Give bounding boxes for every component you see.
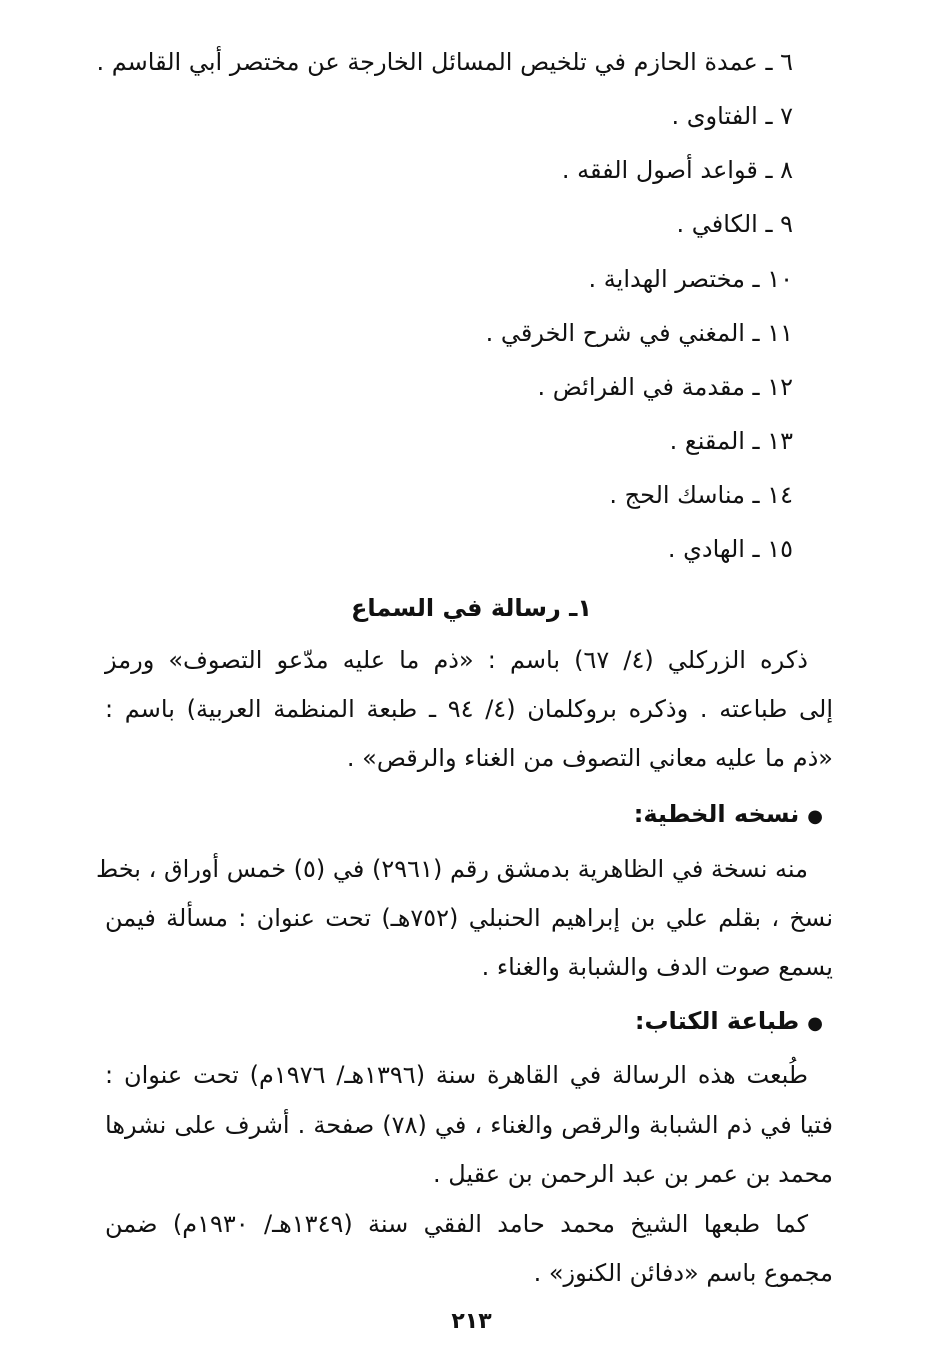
- list-item: ١٥ ـ الهادي .: [667, 535, 793, 563]
- paragraph-line: نسخ ، بقلم علي بن إبراهيم الحنبلي (٧٥٢هـ) تحت عنوان : مسألة فيمن: [105, 904, 833, 932]
- subheading-manuscripts: [634, 794, 823, 837]
- list-item: ٦ ـ عمدة الحازم في تلخيص المسائل الخارجة عن مختصر أبي القاسم .: [96, 48, 793, 76]
- list-item: ١١ ـ المغني في شرح الخرقي .: [485, 319, 793, 347]
- list-item: ٨ ـ قواعد أصول الفقه .: [561, 156, 793, 184]
- list-item: ٧ ـ الفتاوى .: [671, 102, 793, 130]
- subheading-label: نسخه الخطية:: [633, 800, 800, 828]
- page-number: ٢١٣: [451, 1309, 492, 1334]
- bullet-icon: ●: [807, 1013, 823, 1034]
- list-item: ٩ ـ الكافي .: [676, 210, 793, 238]
- section-title: ١ـ رسالة في السماع: [350, 594, 593, 622]
- bullet-icon: ●: [807, 806, 823, 827]
- paragraph-line: طُبعت هذه الرسالة في القاهرة سنة (١٣٩٦هـ/ ١٩٧٦م) تحت عنوان :: [105, 1061, 809, 1089]
- list-item: ١٠ ـ مختصر الهداية .: [588, 265, 793, 293]
- paragraph-line: ذكره الزركلي (٤/ ٦٧) باسم : «ذم ما عليه مدّعو التصوف» ورمز: [105, 646, 808, 674]
- paragraph-line: منه نسخة في الظاهرية بدمشق رقم (٢٩٦١) في (٥) خمس أوراق ، بخط: [96, 855, 808, 883]
- subheading-label: طباعة الكتاب:: [634, 1007, 800, 1035]
- paragraph-line: محمد بن عمر بن عبد الرحمن بن عقيل .: [432, 1160, 833, 1188]
- list-item: ١٣ ـ المقنع .: [669, 427, 793, 455]
- paragraph-line: مجموع باسم «دفائن الكنوز» .: [533, 1259, 833, 1287]
- list-item: ١٤ ـ مناسك الحج .: [609, 481, 793, 509]
- subheading-printing: [635, 1001, 823, 1044]
- paragraph-line: «ذم ما عليه معاني التصوف من الغناء والرقص» .: [346, 744, 833, 772]
- list-item: ١٢ ـ مقدمة في الفرائض .: [537, 373, 793, 401]
- paragraph-line: إلى طباعته . وذكره بروكلمان (٤/ ٩٤ ـ طبعة المنظمة العربية) باسم :: [105, 695, 834, 723]
- paragraph-line: يسمع صوت الدف والشبابة والغناء .: [481, 953, 833, 981]
- paragraph-line: كما طبعها الشيخ محمد حامد الفقي سنة (١٣٤٩هـ/ ١٩٣٠م) ضمن: [105, 1210, 809, 1238]
- paragraph-line: فتيا في ذم الشبابة والرقص والغناء ، في (٧٨) صفحة . أشرف على نشرها: [105, 1111, 834, 1139]
